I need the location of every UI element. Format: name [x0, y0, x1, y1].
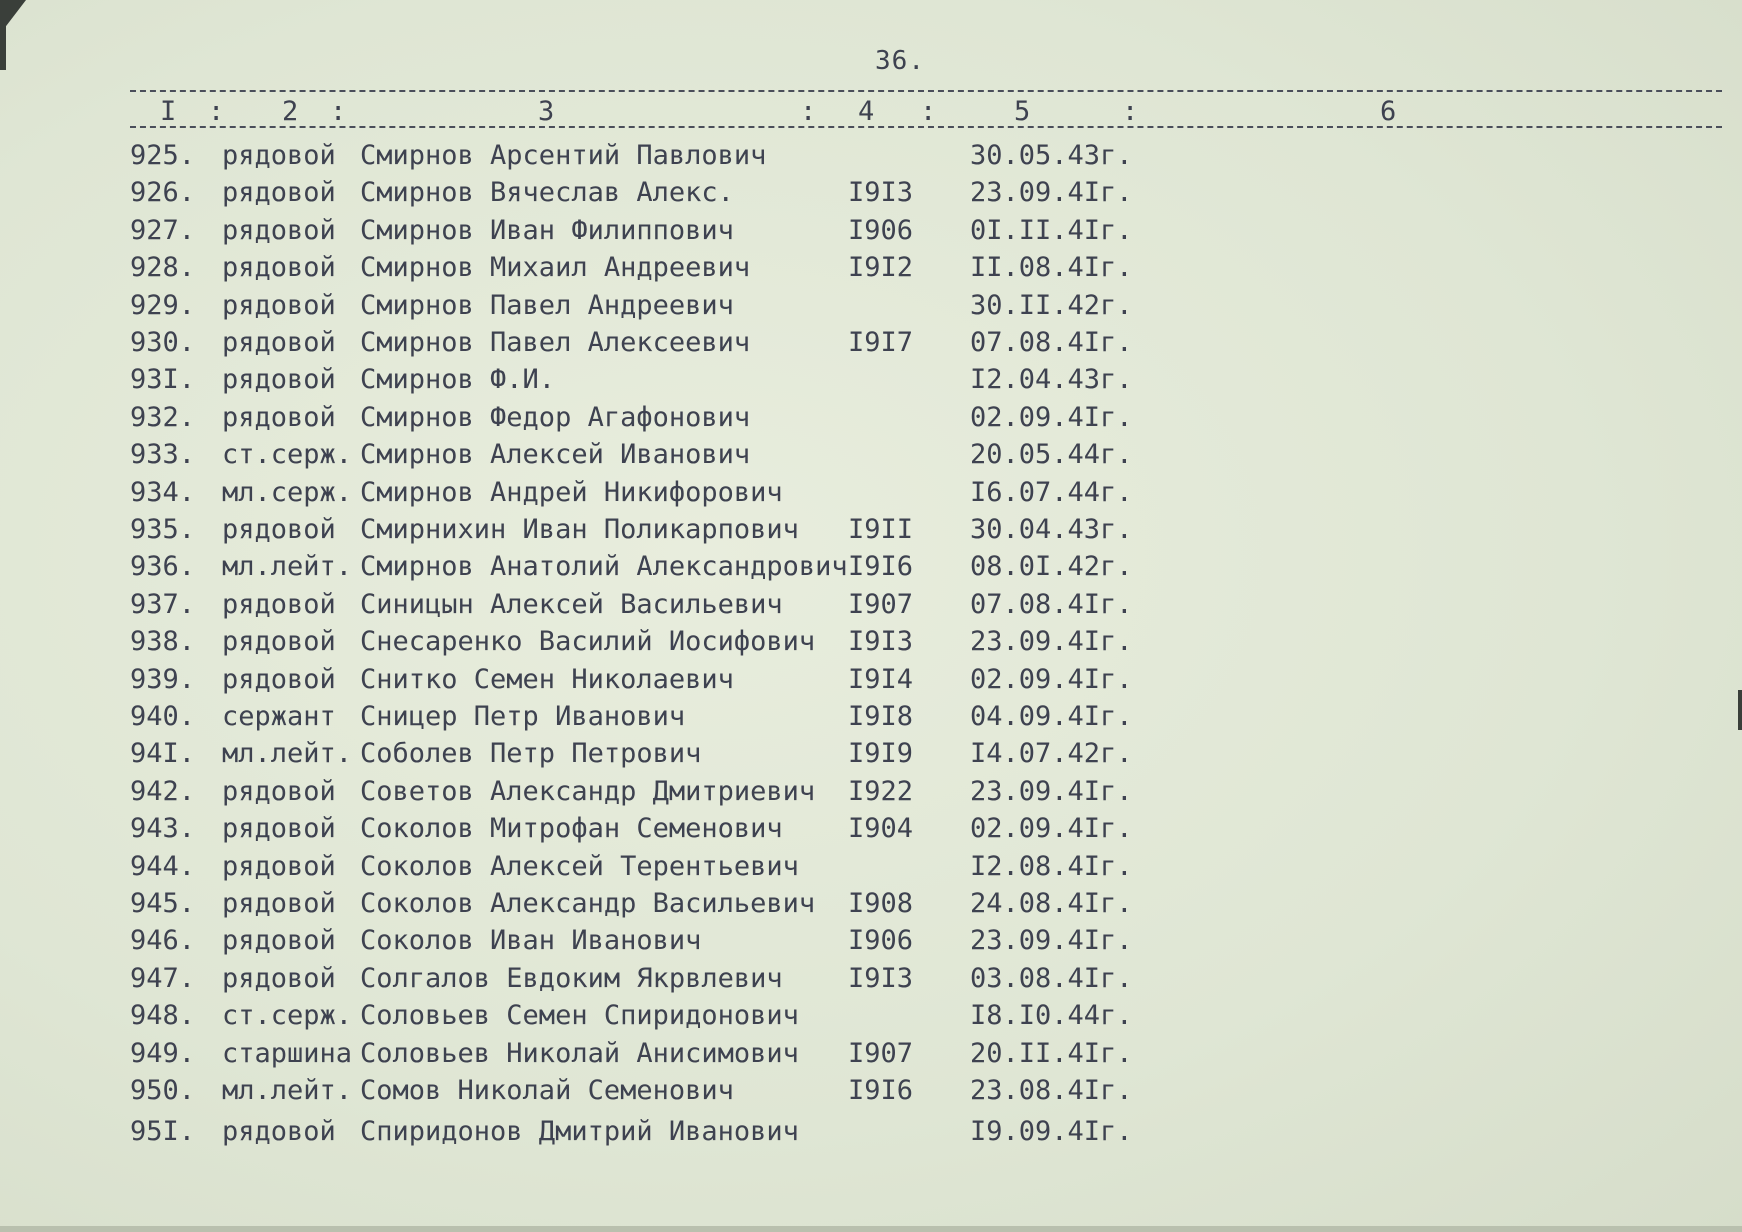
record-name: Соболев Петр Петрович — [360, 738, 702, 769]
record-date: I4.07.42г. — [970, 738, 1133, 769]
record-name: Смирнов Анатолий Александрович — [360, 551, 848, 582]
record-name: Смирнов Павел Андреевич — [360, 290, 734, 321]
record-date: 20.II.4Iг. — [970, 1038, 1133, 1069]
record-date: I2.08.4Iг. — [970, 851, 1133, 882]
record-rank: мл.серж. — [222, 477, 353, 508]
record-name: Смирнов Павел Алексеевич — [360, 327, 751, 358]
record-birth-year: I906 — [848, 925, 914, 956]
page-number: 36. — [875, 46, 925, 76]
record-birth-year: I906 — [848, 215, 914, 246]
record-rank: ст.серж. — [222, 1000, 353, 1031]
record-birth-year: I9I3 — [848, 177, 914, 208]
record-number: 93I. — [130, 364, 196, 395]
record-number: 933. — [130, 439, 196, 470]
page-bottom-edge — [0, 1226, 1742, 1232]
record-date: 30.05.43г. — [970, 140, 1133, 171]
record-rank: старшина — [222, 1038, 353, 1069]
record-number: 938. — [130, 626, 196, 657]
record-name: Спиридонов Дмитрий Иванович — [360, 1116, 799, 1147]
record-date: 04.09.4Iг. — [970, 701, 1133, 732]
record-name: Смирнов Иван Филиппович — [360, 215, 734, 246]
page-edge-mark — [1738, 690, 1742, 730]
record-rank: рядовой — [222, 888, 336, 919]
record-date: 20.05.44г. — [970, 439, 1133, 470]
record-date: 07.08.4Iг. — [970, 327, 1133, 358]
record-number: 940. — [130, 701, 196, 732]
record-name: Смирнов Алексей Иванович — [360, 439, 751, 470]
record-name: Сницер Петр Иванович — [360, 701, 686, 732]
record-birth-year: I908 — [848, 888, 914, 919]
record-date: 23.09.4Iг. — [970, 177, 1133, 208]
record-number: 935. — [130, 514, 196, 545]
record-rank: мл.лейт. — [222, 738, 353, 769]
record-number: 943. — [130, 813, 196, 844]
record-birth-year: I9I9 — [848, 738, 914, 769]
record-number: 929. — [130, 290, 196, 321]
record-rank: рядовой — [222, 402, 336, 433]
record-date: 08.0I.42г. — [970, 551, 1133, 582]
record-rank: рядовой — [222, 664, 336, 695]
record-rank: мл.лейт. — [222, 551, 353, 582]
record-number: 939. — [130, 664, 196, 695]
record-date: 30.04.43г. — [970, 514, 1133, 545]
page-edge-shadow — [0, 0, 6, 70]
column-header-6: 6 — [1380, 96, 1397, 127]
record-date: I8.I0.44г. — [970, 1000, 1133, 1031]
record-name: Сомов Николай Семенович — [360, 1075, 734, 1106]
record-number: 928. — [130, 252, 196, 283]
column-separator: : — [208, 96, 225, 127]
column-header-5: 5 — [1014, 96, 1031, 127]
record-birth-year: I9I3 — [848, 963, 914, 994]
record-date: 02.09.4Iг. — [970, 402, 1133, 433]
column-header-3: 3 — [538, 96, 555, 127]
record-name: Соловьев Николай Анисимович — [360, 1038, 799, 1069]
record-birth-year: I9I3 — [848, 626, 914, 657]
record-name: Смирнов Ф.И. — [360, 364, 556, 395]
record-name: Синицын Алексей Васильевич — [360, 589, 783, 620]
record-number: 950. — [130, 1075, 196, 1106]
record-number: 948. — [130, 1000, 196, 1031]
record-number: 942. — [130, 776, 196, 807]
record-number: 95I. — [130, 1116, 196, 1147]
record-rank: рядовой — [222, 851, 336, 882]
record-rank: рядовой — [222, 1116, 336, 1147]
record-number: 927. — [130, 215, 196, 246]
record-date: I6.07.44г. — [970, 477, 1133, 508]
record-name: Смирнов Андрей Никифорович — [360, 477, 783, 508]
record-date: 23.09.4Iг. — [970, 925, 1133, 956]
record-rank: сержант — [222, 701, 336, 732]
record-name: Соколов Александр Васильевич — [360, 888, 816, 919]
record-rank: рядовой — [222, 514, 336, 545]
record-name: Соловьев Семен Спиридонович — [360, 1000, 799, 1031]
record-date: 23.09.4Iг. — [970, 776, 1133, 807]
record-rank: рядовой — [222, 626, 336, 657]
record-birth-year: I907 — [848, 589, 914, 620]
column-separator: : — [330, 96, 347, 127]
record-number: 947. — [130, 963, 196, 994]
record-birth-year: I9I2 — [848, 252, 914, 283]
record-date: I9.09.4Iг. — [970, 1116, 1133, 1147]
record-date: 23.09.4Iг. — [970, 626, 1133, 657]
record-rank: рядовой — [222, 215, 336, 246]
record-rank: рядовой — [222, 925, 336, 956]
column-separator: : — [800, 96, 817, 127]
record-name: Смирнов Арсентий Павлович — [360, 140, 767, 171]
record-name: Солгалов Евдоким Якрвлевич — [360, 963, 783, 994]
record-rank: рядовой — [222, 252, 336, 283]
record-date: I2.04.43г. — [970, 364, 1133, 395]
record-name: Смирнихин Иван Поликарпович — [360, 514, 799, 545]
record-number: 949. — [130, 1038, 196, 1069]
record-number: 946. — [130, 925, 196, 956]
record-number: 94I. — [130, 738, 196, 769]
record-birth-year: I9I4 — [848, 664, 914, 695]
record-date: 02.09.4Iг. — [970, 664, 1133, 695]
record-rank: рядовой — [222, 364, 336, 395]
record-rank: мл.лейт. — [222, 1075, 353, 1106]
record-rank: рядовой — [222, 589, 336, 620]
record-name: Соколов Иван Иванович — [360, 925, 702, 956]
record-birth-year: I922 — [848, 776, 914, 807]
record-date: 23.08.4Iг. — [970, 1075, 1133, 1106]
record-number: 926. — [130, 177, 196, 208]
column-separator: : — [920, 96, 937, 127]
record-number: 934. — [130, 477, 196, 508]
record-birth-year: I9I6 — [848, 551, 914, 582]
record-name: Снесаренко Василий Иосифович — [360, 626, 816, 657]
record-rank: рядовой — [222, 290, 336, 321]
record-number: 932. — [130, 402, 196, 433]
column-header-2: 2 — [282, 96, 299, 127]
record-name: Смирнов Вячеслав Алекс. — [360, 177, 734, 208]
record-birth-year: I9II — [848, 514, 914, 545]
record-birth-year: I9I7 — [848, 327, 914, 358]
record-date: 03.08.4Iг. — [970, 963, 1133, 994]
record-rank: рядовой — [222, 776, 336, 807]
record-number: 925. — [130, 140, 196, 171]
record-name: Смирнов Федор Агафонович — [360, 402, 751, 433]
record-date: II.08.4Iг. — [970, 252, 1133, 283]
record-date: 24.08.4Iг. — [970, 888, 1133, 919]
record-rank: рядовой — [222, 963, 336, 994]
record-number: 930. — [130, 327, 196, 358]
record-date: 0I.II.4Iг. — [970, 215, 1133, 246]
record-number: 945. — [130, 888, 196, 919]
record-number: 936. — [130, 551, 196, 582]
column-separator: : — [1122, 96, 1139, 127]
record-rank: рядовой — [222, 327, 336, 358]
record-birth-year: I904 — [848, 813, 914, 844]
record-name: Советов Александр Дмитриевич — [360, 776, 816, 807]
record-rank: рядовой — [222, 177, 336, 208]
record-name: Соколов Алексей Терентьевич — [360, 851, 799, 882]
record-birth-year: I907 — [848, 1038, 914, 1069]
record-date: 30.II.42г. — [970, 290, 1133, 321]
column-header-1: I — [160, 96, 177, 127]
record-birth-year: I9I6 — [848, 1075, 914, 1106]
column-header-4: 4 — [858, 96, 875, 127]
record-name: Снитко Семен Николаевич — [360, 664, 734, 695]
record-name: Смирнов Михаил Андреевич — [360, 252, 751, 283]
record-date: 07.08.4Iг. — [970, 589, 1133, 620]
record-birth-year: I9I8 — [848, 701, 914, 732]
record-rank: рядовой — [222, 813, 336, 844]
record-number: 937. — [130, 589, 196, 620]
record-number: 944. — [130, 851, 196, 882]
record-rank: рядовой — [222, 140, 336, 171]
record-name: Соколов Митрофан Семенович — [360, 813, 783, 844]
record-date: 02.09.4Iг. — [970, 813, 1133, 844]
header-top-rule — [130, 90, 1722, 92]
record-rank: ст.серж. — [222, 439, 353, 470]
